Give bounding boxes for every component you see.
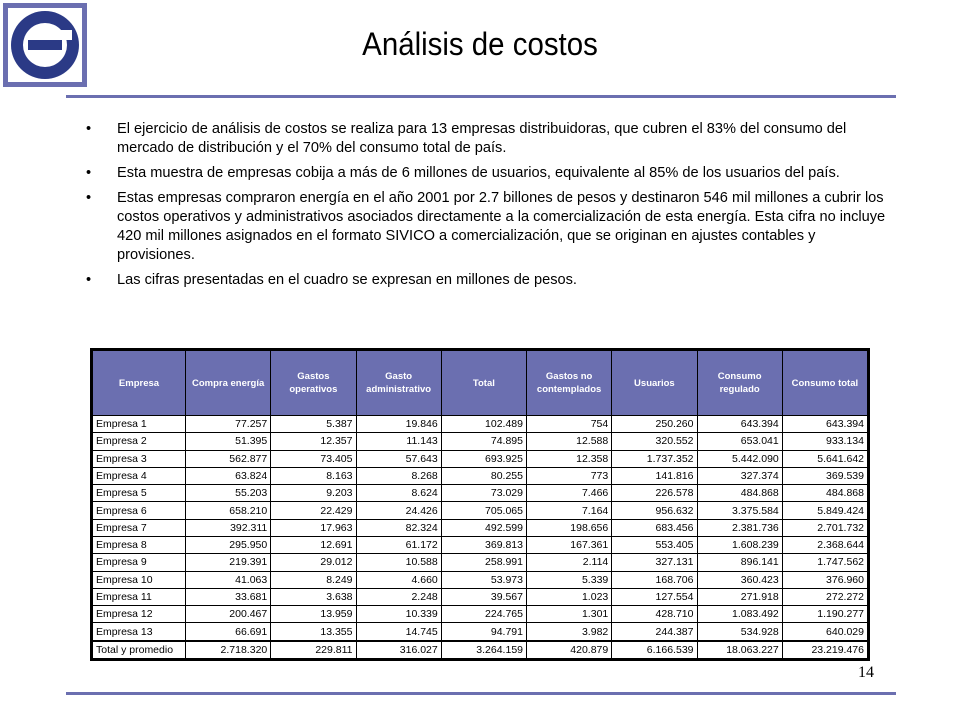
company-name-cell: Empresa 2 — [93, 433, 186, 450]
value-cell: 3.982 — [527, 623, 612, 641]
company-name-cell: Empresa 6 — [93, 502, 186, 519]
value-cell: 11.143 — [356, 433, 441, 450]
value-cell: 73.029 — [441, 485, 526, 502]
value-cell: 392.311 — [186, 519, 271, 536]
table-row — [93, 433, 868, 450]
value-cell: 127.554 — [612, 588, 697, 605]
value-cell: 80.255 — [441, 467, 526, 484]
column-header: Total — [441, 351, 526, 416]
value-cell: 658.210 — [186, 502, 271, 519]
value-cell: 102.489 — [441, 416, 526, 433]
value-cell: 2.248 — [356, 588, 441, 605]
value-cell: 18.063.227 — [697, 641, 782, 659]
value-cell: 653.041 — [697, 433, 782, 450]
company-name-cell: Empresa 9 — [93, 554, 186, 571]
value-cell: 360.423 — [697, 571, 782, 588]
company-name-cell: Empresa 10 — [93, 571, 186, 588]
value-cell: 53.973 — [441, 571, 526, 588]
value-cell: 39.567 — [441, 588, 526, 605]
value-cell: 643.394 — [697, 416, 782, 433]
value-cell: 3.264.159 — [441, 641, 526, 659]
value-cell: 244.387 — [612, 623, 697, 641]
value-cell: 4.660 — [356, 571, 441, 588]
column-header: Gastos operativos — [271, 351, 356, 416]
company-name-cell: Empresa 11 — [93, 588, 186, 605]
bottom-divider — [66, 692, 896, 695]
value-cell: 640.029 — [782, 623, 867, 641]
page-title: Análisis de costos — [362, 26, 598, 62]
page-number: 14 — [858, 664, 874, 681]
value-cell: 22.429 — [271, 502, 356, 519]
value-cell: 141.816 — [612, 467, 697, 484]
value-cell: 933.134 — [782, 433, 867, 450]
cost-table — [92, 350, 868, 659]
bullet-text: El ejercicio de análisis de costos se realiza para 13 empresas distribuidoras, que cubren el 83% del consumo del mercado de distribución y el 70% del consumo total de país. — [117, 121, 847, 156]
column-header: Empresa — [93, 351, 186, 416]
value-cell: 198.656 — [527, 519, 612, 536]
bullet-dot-icon: • — [86, 165, 92, 181]
bullet-item — [86, 271, 886, 290]
value-cell: 51.395 — [186, 433, 271, 450]
value-cell: 73.405 — [271, 450, 356, 467]
table-row — [93, 467, 868, 484]
table-row — [93, 606, 868, 623]
bullet-text: Estas empresas compraron energía en el año 2001 por 2.7 billones de pesos y destinaron 546 mil millones a cubrir los costos operativos y administrativos asociados directamente a la comercialización de esta energía. Esta cifra no incluye 420 mil millones asignados en el formato SIVICO a comercialización, que se originan en ajustes contables y provisiones. — [117, 190, 886, 263]
company-name-cell: Empresa 5 — [93, 485, 186, 502]
bullet-dot-icon: • — [86, 272, 92, 288]
company-name-cell: Empresa 13 — [93, 623, 186, 641]
value-cell: 55.203 — [186, 485, 271, 502]
value-cell: 3.375.584 — [697, 502, 782, 519]
value-cell: 226.578 — [612, 485, 697, 502]
value-cell: 13.959 — [271, 606, 356, 623]
value-cell: 23.219.476 — [782, 641, 867, 659]
bullet-dot-icon: • — [86, 121, 92, 137]
value-cell: 7.466 — [527, 485, 612, 502]
top-divider — [66, 95, 896, 98]
company-name-cell: Empresa 4 — [93, 467, 186, 484]
value-cell: 295.950 — [186, 536, 271, 553]
value-cell: 41.063 — [186, 571, 271, 588]
value-cell: 250.260 — [612, 416, 697, 433]
value-cell: 1.608.239 — [697, 536, 782, 553]
value-cell: 5.849.424 — [782, 502, 867, 519]
table-row — [93, 623, 868, 641]
value-cell: 484.868 — [782, 485, 867, 502]
value-cell: 643.394 — [782, 416, 867, 433]
bullet-text: Esta muestra de empresas cobija a más de 6 millones de usuarios, equivalente al 85% de los usuarios del país. — [117, 165, 840, 181]
value-cell: 705.065 — [441, 502, 526, 519]
value-cell: 2.718.320 — [186, 641, 271, 659]
column-header: Consumo regulado — [697, 351, 782, 416]
value-cell: 24.426 — [356, 502, 441, 519]
value-cell: 428.710 — [612, 606, 697, 623]
value-cell: 258.991 — [441, 554, 526, 571]
value-cell: 77.257 — [186, 416, 271, 433]
value-cell: 94.791 — [441, 623, 526, 641]
value-cell: 19.846 — [356, 416, 441, 433]
value-cell: 8.624 — [356, 485, 441, 502]
value-cell: 369.539 — [782, 467, 867, 484]
value-cell: 12.691 — [271, 536, 356, 553]
value-cell: 10.588 — [356, 554, 441, 571]
value-cell: 74.895 — [441, 433, 526, 450]
company-name-cell: Empresa 7 — [93, 519, 186, 536]
table-header-row — [93, 351, 868, 416]
value-cell: 492.599 — [441, 519, 526, 536]
value-cell: 896.141 — [697, 554, 782, 571]
value-cell: 229.811 — [271, 641, 356, 659]
value-cell: 3.638 — [271, 588, 356, 605]
table-row — [93, 502, 868, 519]
value-cell: 10.339 — [356, 606, 441, 623]
column-header: Consumo total — [782, 351, 867, 416]
value-cell: 5.442.090 — [697, 450, 782, 467]
value-cell: 5.387 — [271, 416, 356, 433]
column-header: Gastos no contemplados — [527, 351, 612, 416]
company-name-cell: Empresa 12 — [93, 606, 186, 623]
company-name-cell: Empresa 1 — [93, 416, 186, 433]
bullet-item — [86, 164, 886, 183]
column-header: Gasto administrativo — [356, 351, 441, 416]
value-cell: 13.355 — [271, 623, 356, 641]
company-name-cell: Empresa 8 — [93, 536, 186, 553]
table-row — [93, 485, 868, 502]
table-body — [93, 416, 868, 659]
value-cell: 956.632 — [612, 502, 697, 519]
value-cell: 272.272 — [782, 588, 867, 605]
value-cell: 376.960 — [782, 571, 867, 588]
value-cell: 61.172 — [356, 536, 441, 553]
value-cell: 8.249 — [271, 571, 356, 588]
value-cell: 1.083.492 — [697, 606, 782, 623]
table-total-row — [93, 641, 868, 659]
value-cell: 754 — [527, 416, 612, 433]
column-header: Usuarios — [612, 351, 697, 416]
value-cell: 1.301 — [527, 606, 612, 623]
value-cell: 14.745 — [356, 623, 441, 641]
value-cell: 12.588 — [527, 433, 612, 450]
company-name-cell: Total y promedio — [93, 641, 186, 659]
value-cell: 693.925 — [441, 450, 526, 467]
value-cell: 484.868 — [697, 485, 782, 502]
value-cell: 66.691 — [186, 623, 271, 641]
value-cell: 82.324 — [356, 519, 441, 536]
company-name-cell: Empresa 3 — [93, 450, 186, 467]
table-row — [93, 588, 868, 605]
value-cell: 1.737.352 — [612, 450, 697, 467]
value-cell: 57.643 — [356, 450, 441, 467]
value-cell: 1.023 — [527, 588, 612, 605]
bullet-item — [86, 120, 886, 158]
table-row — [93, 571, 868, 588]
value-cell: 369.813 — [441, 536, 526, 553]
value-cell: 219.391 — [186, 554, 271, 571]
bullet-item — [86, 189, 886, 265]
value-cell: 327.131 — [612, 554, 697, 571]
value-cell: 2.701.732 — [782, 519, 867, 536]
value-cell: 1.747.562 — [782, 554, 867, 571]
value-cell: 63.824 — [186, 467, 271, 484]
value-cell: 683.456 — [612, 519, 697, 536]
value-cell: 562.877 — [186, 450, 271, 467]
value-cell: 29.012 — [271, 554, 356, 571]
value-cell: 553.405 — [612, 536, 697, 553]
table-row — [93, 416, 868, 433]
value-cell: 1.190.277 — [782, 606, 867, 623]
value-cell: 7.164 — [527, 502, 612, 519]
value-cell: 17.963 — [271, 519, 356, 536]
value-cell: 167.361 — [527, 536, 612, 553]
column-header: Compra energía — [186, 351, 271, 416]
value-cell: 320.552 — [612, 433, 697, 450]
value-cell: 168.706 — [612, 571, 697, 588]
value-cell: 773 — [527, 467, 612, 484]
table-row — [93, 450, 868, 467]
value-cell: 12.357 — [271, 433, 356, 450]
table-row — [93, 519, 868, 536]
value-cell: 534.928 — [697, 623, 782, 641]
value-cell: 2.368.644 — [782, 536, 867, 553]
value-cell: 316.027 — [356, 641, 441, 659]
value-cell: 33.681 — [186, 588, 271, 605]
value-cell: 5.641.642 — [782, 450, 867, 467]
bullet-text: Las cifras presentadas en el cuadro se expresan en millones de pesos. — [117, 272, 577, 288]
table-row — [93, 536, 868, 553]
table-row — [93, 554, 868, 571]
value-cell: 8.163 — [271, 467, 356, 484]
value-cell: 9.203 — [271, 485, 356, 502]
value-cell: 8.268 — [356, 467, 441, 484]
value-cell: 420.879 — [527, 641, 612, 659]
cost-table-frame — [90, 348, 870, 661]
value-cell: 224.765 — [441, 606, 526, 623]
value-cell: 271.918 — [697, 588, 782, 605]
value-cell: 2.114 — [527, 554, 612, 571]
value-cell: 327.374 — [697, 467, 782, 484]
value-cell: 6.166.539 — [612, 641, 697, 659]
value-cell: 200.467 — [186, 606, 271, 623]
bullet-dot-icon: • — [86, 190, 92, 206]
value-cell: 2.381.736 — [697, 519, 782, 536]
value-cell: 12.358 — [527, 450, 612, 467]
value-cell: 5.339 — [527, 571, 612, 588]
bullet-list — [86, 120, 886, 296]
